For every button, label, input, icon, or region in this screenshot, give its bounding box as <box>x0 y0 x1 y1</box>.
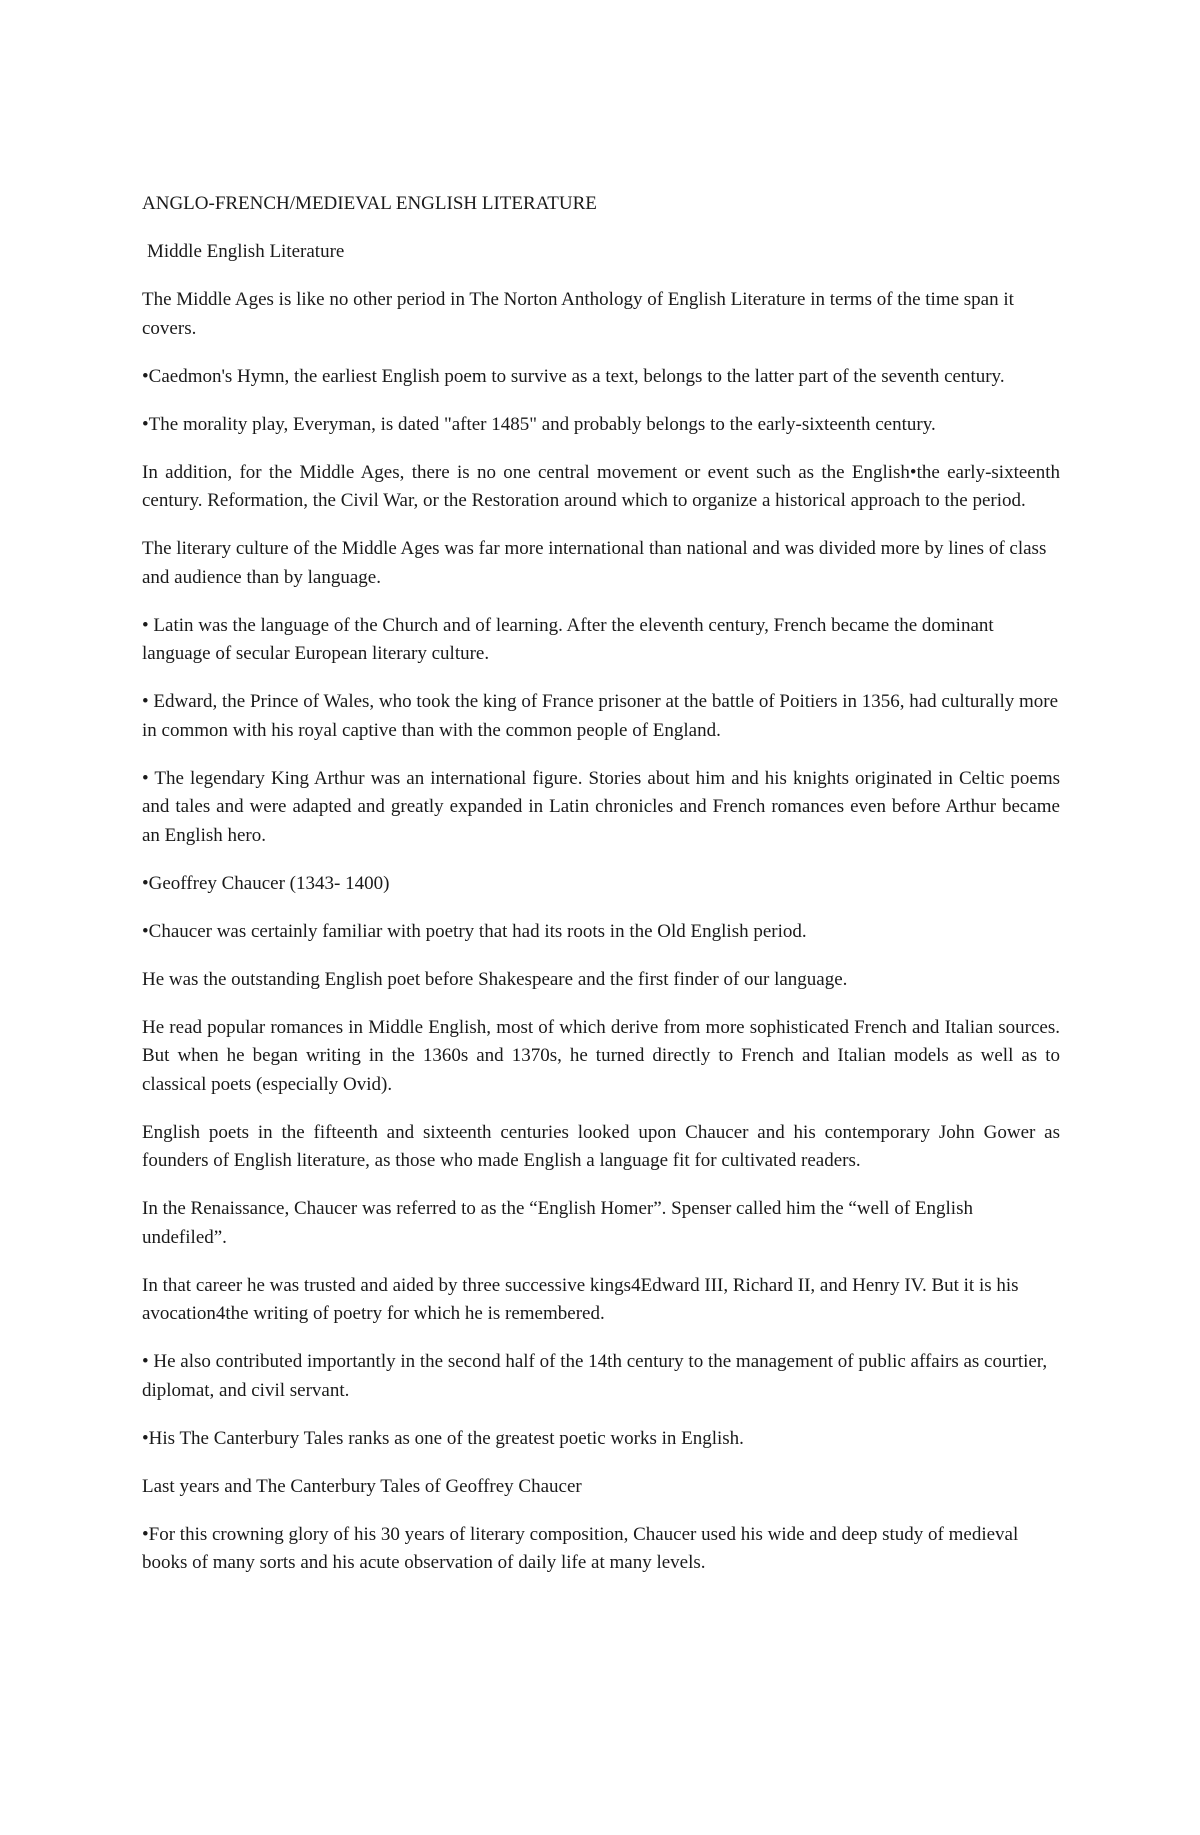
bullet-paragraph: • Edward, the Prince of Wales, who took the king of France prisoner at the battle of Poitiers in 1356, had culturally more in common with his royal captive than with the common people of England. <box>142 691 1059 741</box>
bullet-paragraph: • He also contributed importantly in the second half of the 14th century to the management of public affairs as courtier, diplomat, and civil servant. <box>142 1351 1048 1401</box>
paragraph: He read popular romances in Middle English, most of which derive from more sophisticated French and Italian sources. But when he began writing in the 1360s and 1370s, he turned directly to French and Italian models as well as to classical poets (especially Ovid). <box>142 1016 1060 1095</box>
bullet-paragraph: •The morality play, Everyman, is dated "after 1485" and probably belongs to the early-sixteenth century. <box>142 413 936 435</box>
bullet-paragraph: •Caedmon's Hymn, the earliest English poem to survive as a text, belongs to the latter part of the seventh century. <box>142 365 1005 387</box>
paragraph: The literary culture of the Middle Ages was far more international than national and was divided more by lines of class and audience than by language. <box>142 538 1047 588</box>
paragraph: In addition, for the Middle Ages, there is no one central movement or event such as the English•the early-sixteenth century. Reformation, the Civil War, or the Restoration around which to organize a historical approach to the period. <box>142 461 1060 511</box>
paragraph: He was the outstanding English poet before Shakespeare and the first finder of our language. <box>142 968 848 990</box>
paragraph: In the Renaissance, Chaucer was referred to as the “English Homer”. Spenser called him the “well of English undefiled”. <box>142 1198 973 1248</box>
bullet-paragraph: •For this crowning glory of his 30 years of literary composition, Chaucer used his wide and deep study of medieval books of many sorts and his acute observation of daily life at many levels. <box>142 1523 1019 1573</box>
bullet-paragraph: • Latin was the language of the Church and of learning. After the eleventh century, French became the dominant language of secular European literary culture. <box>142 614 994 664</box>
section-heading: Middle English Literature <box>147 241 345 262</box>
document-body <box>142 190 1060 1597</box>
paragraph: In that career he was trusted and aided by three successive kings4Edward III, Richard II, and Henry IV. But it is his avocation4the writing of poetry for which he is remembered. <box>142 1274 1019 1324</box>
paragraph: The Middle Ages is like no other period in The Norton Anthology of English Literature in terms of the time span it covers. <box>142 289 1014 339</box>
document-title: ANGLO-FRENCH/MEDIEVAL ENGLISH LITERATURE <box>142 193 597 214</box>
bullet-paragraph: •Chaucer was certainly familiar with poetry that had its roots in the Old English period. <box>142 920 807 942</box>
paragraph: English poets in the fifteenth and sixteenth centuries looked upon Chaucer and his contemporary John Gower as founders of English literature, as those who made English a language fit for cultivated readers. <box>142 1121 1060 1171</box>
section-heading: Last years and The Canterbury Tales of Geoffrey Chaucer <box>142 1475 582 1497</box>
bullet-paragraph: • The legendary King Arthur was an international figure. Stories about him and his knights originated in Celtic poems and tales and were adapted and greatly expanded in Latin chronicles and French romances even before Arthur became an English hero. <box>142 767 1060 846</box>
bullet-paragraph: •His The Canterbury Tales ranks as one of the greatest poetic works in English. <box>142 1427 744 1449</box>
bullet-paragraph: •Geoffrey Chaucer (1343- 1400) <box>142 872 390 894</box>
